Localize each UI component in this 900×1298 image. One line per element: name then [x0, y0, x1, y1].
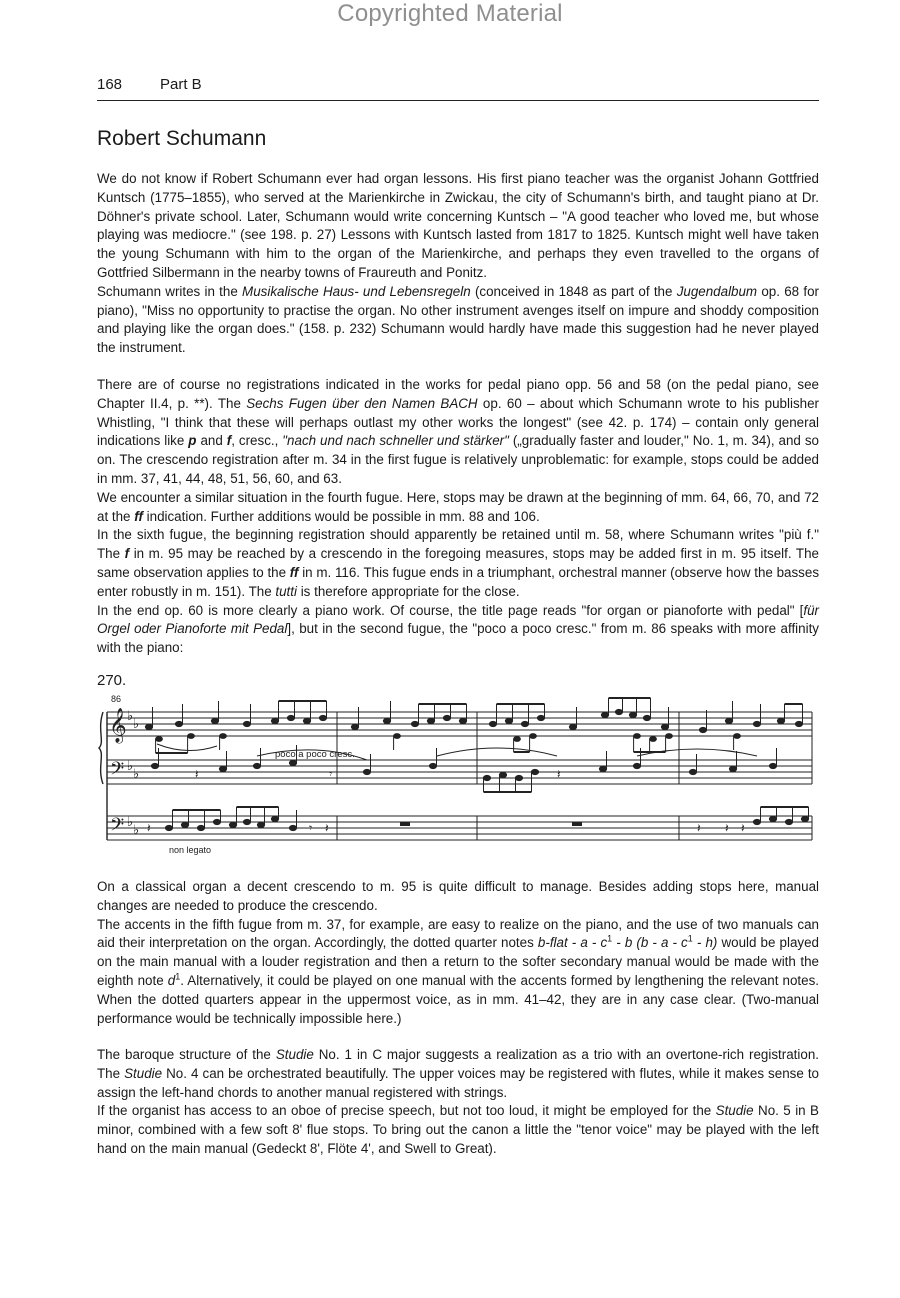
treble-clef-icon: 𝄞: [109, 708, 127, 743]
paragraph: On a classical organ a decent crescendo to m. 95 is quite difficult to manage. Besides adding stops here, manual changes are needed to produce the crescendo.: [97, 879, 819, 913]
section-studien: [97, 1046, 819, 1159]
svg-text:♭: ♭: [127, 759, 134, 774]
pedal-bass-clef-icon: 𝄢: [110, 815, 125, 840]
svg-text:𝄾: 𝄾: [309, 821, 313, 835]
measure-number: 86: [111, 694, 122, 704]
paragraph: The baroque structure of the Studie No. 1 in C major suggests a realization as a trio with an overtone-rich registration. The Studie No. 4 can be orchestrated beautifully. The upper voices may be registered with flutes, while it makes sense to assign the left-hand chords to another manual registered with strings.: [97, 1047, 819, 1100]
svg-text:♭: ♭: [127, 815, 134, 830]
cresc-marking: poco a poco cresc.: [275, 749, 355, 760]
svg-text:𝄽: 𝄽: [697, 821, 701, 835]
nonlegato-marking: non legato: [169, 845, 212, 855]
paragraph: There are of course no registrations indicated in the works for pedal piano opp. 56 and 58 (on the pedal piano, see Chapter II.4, p. **). The Sechs Fugen über den Namen BACH op. 60 – about which Schumann wrote to his publisher Whistling, "I think that these will perhaps outlast my other works the longest" (see 42. p. 174) – contain only general indications like p and f, cresc., "nach und nach schneller und stärker" („gradually faster and louder," No. 1, m. 34), and so on. The crescendo registration after m. 34 in the first fugue is relatively unproblematic: for example, stops could be added in mm. 37, 41, 44, 48, 51, 56, 60, and 63.: [97, 377, 819, 486]
bass-clef-icon: 𝄢: [110, 759, 125, 784]
bass-staff: [107, 760, 812, 784]
part-label: Part B: [160, 76, 202, 93]
example-number: 270.: [97, 672, 127, 689]
whole-rest-icon: [400, 822, 410, 826]
paragraph: If the organist has access to an oboe of precise speech, but not too loud, it might be employed for the Studie No. 5 in B minor, combined with a few soft 8' flue stops. To bring out the canon a little the "tenor voice" may be played with the left hand on the main manual (Gedeckt 8', Flöte 4', and Swell to Great).: [97, 1103, 819, 1156]
chapter-title: Robert Schumann: [97, 127, 267, 150]
svg-text:♭: ♭: [133, 823, 140, 838]
page-number: 168: [97, 76, 123, 93]
paragraph: The accents in the fifth fugue from m. 37, for example, are easy to realize on the piano, and the use of two manuals can aid their interpretation on the organ. Accordingly, the dotted quarter notes b-flat - a - $c^1$ - b (b - a - $c^1 - h$) would be played on the main manual with a louder registration and then a return to the softer secondary manual would be made with the eighth note $d^1$. Alternatively, it could be played on one manual with the accents formed by lengthening the relevant notes. When the dotted quarters appear in the uppermost voice, as in mm. 41–42, they are in any case clear. (Two-manual performance would be technically impossible here.): [97, 916, 820, 1026]
watermark: Copyrighted Material: [337, 0, 563, 27]
pedal-staff: [107, 816, 812, 840]
running-header: [97, 74, 819, 101]
svg-text:𝄽: 𝄽: [325, 821, 329, 835]
section-registrations: [97, 376, 819, 658]
paragraph: We do not know if Robert Schumann ever had organ lessons. His first piano teacher was the organist Johann Gottfried Kuntsch (1775–1855), who served at the Marienkirche in Zwickau, the city of Schumann's birth, and taught piano at Dr. Döhner's private school. Later, Schumann would write concerning Kuntsch – "A good teacher who loved me, but whose playing was mediocre." (see 198. p. 27) Lessons with Kuntsch lasted from 1817 to 1825. Kuntsch might well have taken the young Schumann with him to the organ of the Marienkirche, and perhaps they even travelled to the organs of Gottfried Silbermann in the nearby towns of Fraureuth and Ponitz.: [97, 171, 819, 280]
svg-text:𝄽: 𝄽: [195, 767, 199, 781]
svg-text:𝄽: 𝄽: [147, 821, 151, 835]
section-crescendo: [97, 878, 819, 1028]
paragraph: In the end op. 60 is more clearly a piano work. Of course, the title page reads "for organ or pianoforte with pedal" [für Orgel oder Pianoforte mit Pedal], but in the second fugue, the "poco a poco cresc." from m. 86 speaks with more affinity with the piano:: [97, 602, 819, 656]
svg-text:♭: ♭: [133, 717, 140, 732]
svg-text:𝄽: 𝄽: [741, 821, 745, 835]
svg-text:𝄽: 𝄽: [725, 821, 729, 835]
whole-rest-icon: [572, 822, 582, 826]
svg-text:♭: ♭: [133, 767, 140, 782]
paragraph: Schumann writes in the Musikalische Haus- und Lebensregeln (conceived in 1848 as part of the Jugendalbum op. 68 for piano), "Miss no opportunity to practise the organ. No other instrument avenges itself on impure and shoddy composition and playing like the organ does." (158. p. 232) Schumann would hardly have made this suggestion had he never played the instrument.: [97, 283, 819, 356]
paragraph: In the sixth fugue, the beginning registration should apparently be retained until m. 58, where Schumann writes "più f." The f in m. 95 may be reached by a crescendo in the foregoing measures, stops may be added first in m. 95 itself. The same observation applies to the ff in m. 116. This fugue ends in a triumphant, orchestral manner (observe how the basses enter robustly in m. 151). The tutti is therefore appropriate for the close.: [97, 527, 820, 599]
music-example: [97, 690, 819, 858]
svg-text:𝄽: 𝄽: [557, 767, 561, 781]
svg-text:𝄾: 𝄾: [329, 767, 333, 781]
svg-text:♭: ♭: [127, 709, 134, 724]
paragraph: We encounter a similar situation in the fourth fugue. Here, stops may be drawn at the beginning of mm. 64, 66, 70, and 72 at the ff indication. Further additions would be possible in mm. 88 and 106.: [97, 489, 819, 524]
section-intro: [97, 170, 819, 358]
